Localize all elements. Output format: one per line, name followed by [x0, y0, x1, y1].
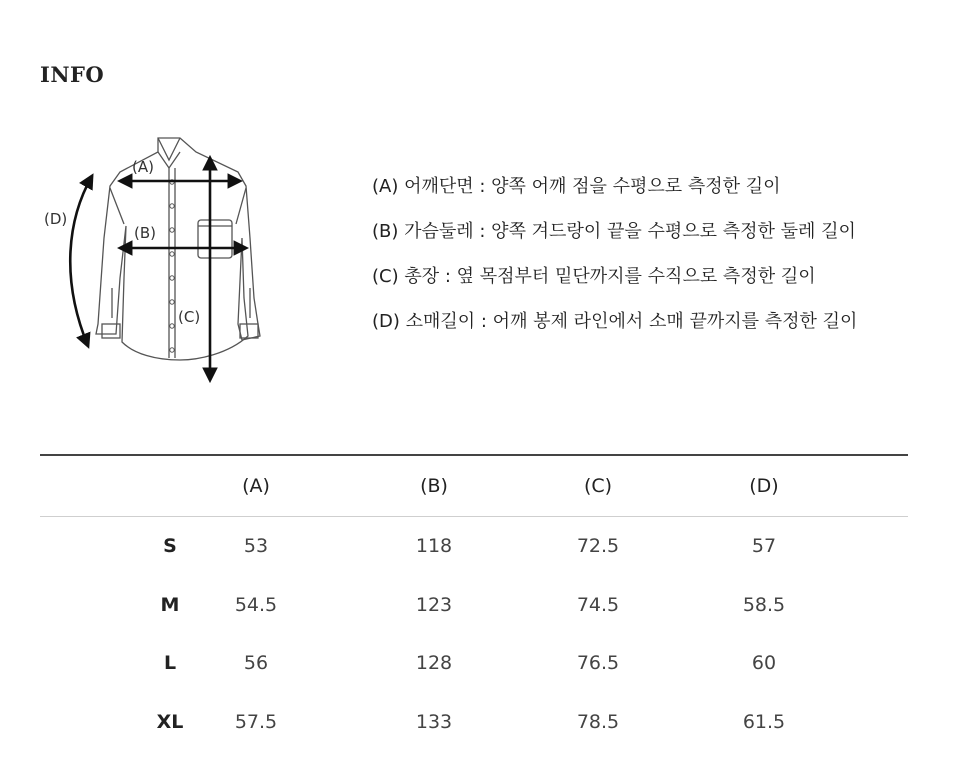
- page-title: INFO: [40, 62, 105, 87]
- value-c: 72.5: [576, 535, 620, 558]
- legend-item-b: (B) 가슴둘레 : 양쪽 겨드랑이 끝을 수평으로 측정한 둘레 길이: [372, 221, 856, 242]
- size-label: L: [163, 652, 177, 675]
- diagram-label-d: (D): [44, 210, 68, 228]
- shirt-measurement-diagram: [38, 128, 298, 388]
- legend-item-a: (A) 어깨단면 : 양쪽 어깨 점을 수평으로 측정한 길이: [372, 176, 781, 197]
- value-c: 78.5: [576, 710, 620, 733]
- size-label: M: [160, 593, 180, 616]
- size-label: S: [163, 535, 177, 558]
- table-header-row: [40, 456, 908, 516]
- legend-item-d: (D) 소매길이 : 어깨 봉제 라인에서 소매 끝까지를 측정한 길이: [372, 311, 858, 332]
- header-c: (C): [583, 475, 613, 497]
- value-a: 53: [243, 535, 269, 558]
- value-d: 57: [751, 535, 777, 558]
- measurement-legend: [372, 172, 932, 352]
- table-row: [40, 576, 908, 635]
- header-b: (B): [420, 475, 448, 497]
- value-a: 56: [243, 652, 269, 675]
- value-d: 61.5: [742, 710, 786, 733]
- value-c: 74.5: [576, 593, 620, 616]
- diagram-label-c: (C): [178, 308, 201, 326]
- legend-item-c: (C) 총장 : 옆 목점부터 밑단까지를 수직으로 측정한 길이: [372, 266, 816, 287]
- measure-arrow-d: [70, 176, 92, 346]
- diagram-label-a: (A): [132, 158, 154, 176]
- header-d: (D): [749, 475, 779, 497]
- header-a: (A): [242, 475, 270, 497]
- table-row: [40, 693, 908, 752]
- size-table: [40, 454, 908, 751]
- value-d: 60: [751, 652, 777, 675]
- value-d: 58.5: [742, 593, 786, 616]
- shirt-buttons: [170, 180, 174, 352]
- value-b: 128: [415, 652, 453, 675]
- value-a: 54.5: [234, 593, 278, 616]
- value-c: 76.5: [576, 652, 620, 675]
- table-row: [40, 634, 908, 693]
- value-a: 57.5: [234, 710, 278, 733]
- table-row: [40, 517, 908, 576]
- value-b: 133: [415, 710, 453, 733]
- diagram-label-b: (B): [134, 224, 156, 242]
- value-b: 118: [415, 535, 453, 558]
- size-label: XL: [156, 710, 184, 733]
- value-b: 123: [415, 593, 453, 616]
